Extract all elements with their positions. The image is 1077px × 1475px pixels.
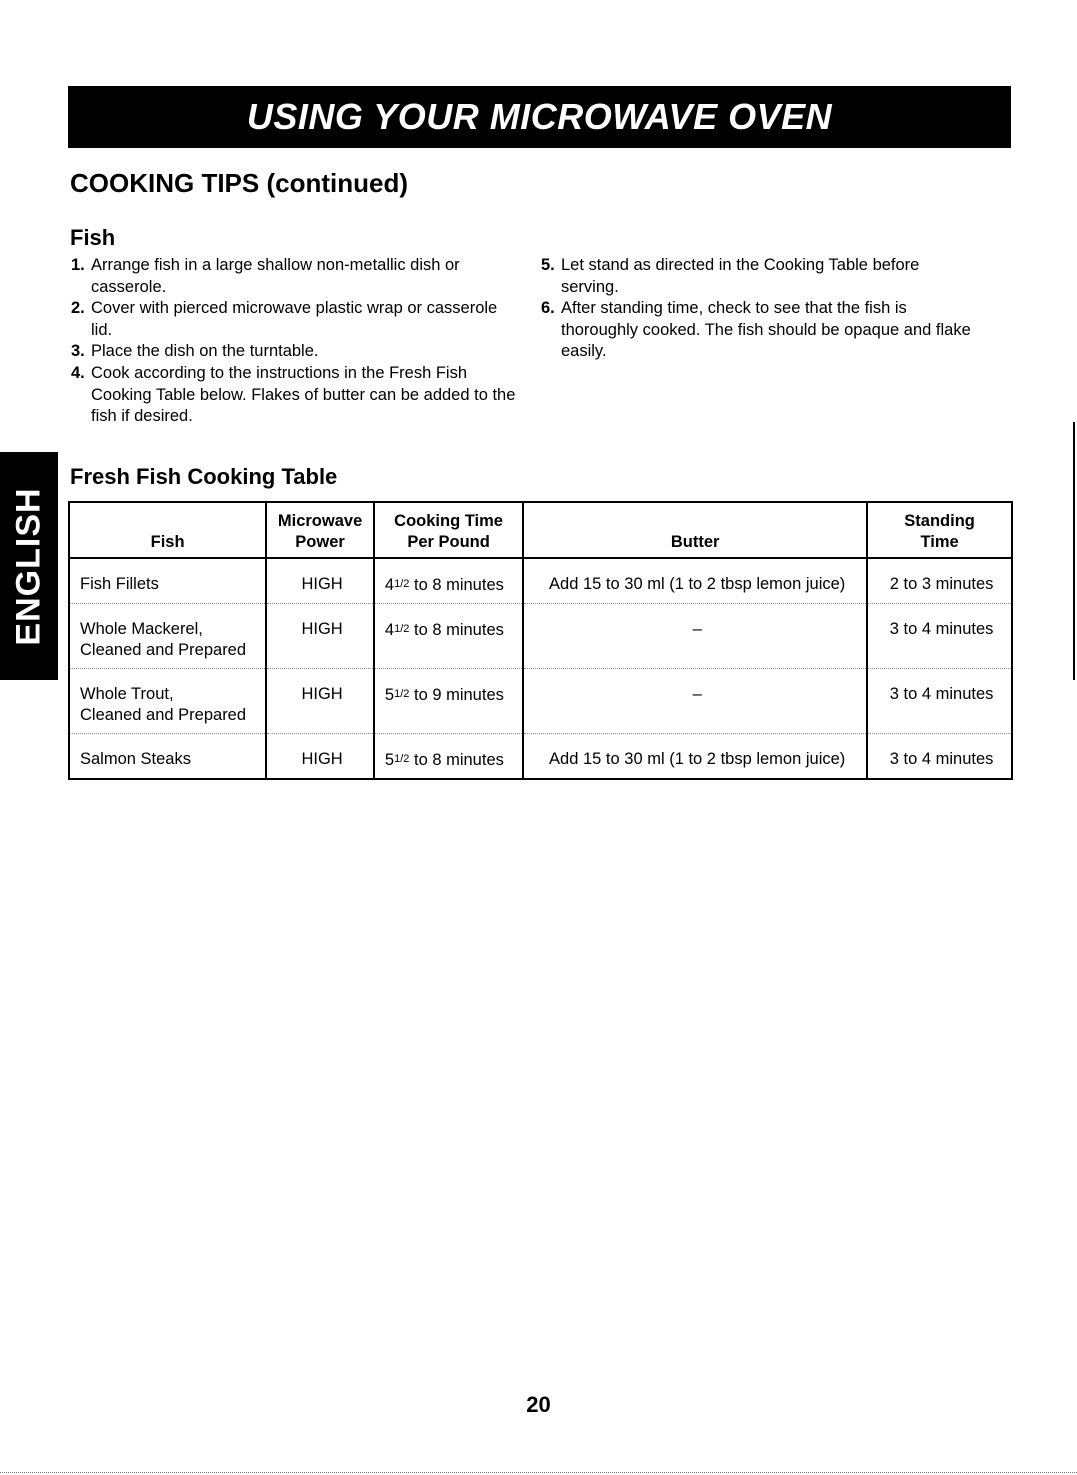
header-butter: Butter bbox=[523, 502, 867, 558]
step-number: 4. bbox=[71, 363, 85, 382]
step-item bbox=[71, 363, 521, 428]
cell-butter: – bbox=[523, 668, 867, 733]
cell-fish: Fish Fillets bbox=[69, 558, 266, 603]
cell-standing-time: 3 to 4 minutes bbox=[867, 733, 1012, 778]
step-text: Arrange fish in a large shallow non-metallic dish or casserole. bbox=[91, 256, 460, 296]
table-row bbox=[69, 668, 1012, 733]
step-text: Let stand as directed in the Cooking Table before serving. bbox=[561, 256, 920, 296]
step-text: After standing time, check to see that the fish is thoroughly cooked. The fish should be opaque and flake easily. bbox=[561, 299, 971, 361]
cell-standing-time: 3 to 4 minutes bbox=[867, 603, 1012, 668]
step-number: 1. bbox=[71, 256, 85, 274]
page-number: 20 bbox=[526, 1392, 551, 1417]
step-number: 6. bbox=[541, 299, 555, 318]
banner-title: USING YOUR MICROWAVE OVEN bbox=[246, 96, 833, 137]
fresh-fish-cooking-table bbox=[68, 501, 1013, 780]
table-row bbox=[69, 733, 1012, 778]
header-cooking-time: Cooking Time Per Pound bbox=[374, 502, 523, 558]
step-number: 5. bbox=[541, 256, 555, 274]
cell-fish: Salmon Steaks bbox=[69, 733, 266, 778]
step-number: 3. bbox=[71, 342, 85, 361]
cell-power: HIGH bbox=[266, 733, 374, 778]
header-banner bbox=[68, 86, 1011, 148]
step-item bbox=[541, 255, 981, 298]
margin-rule bbox=[1073, 422, 1075, 680]
cell-butter: – bbox=[523, 603, 867, 668]
table-row bbox=[69, 603, 1012, 668]
step-item bbox=[71, 255, 521, 298]
step-item bbox=[71, 298, 521, 341]
header-standing-time: Standing Time bbox=[867, 502, 1012, 558]
cell-cooking-time: 41/2 to 8 minutes bbox=[374, 603, 523, 668]
table-title: Fresh Fish Cooking Table bbox=[70, 464, 338, 489]
steps-list-right bbox=[541, 255, 981, 363]
cell-fish: Whole Trout, Cleaned and Prepared bbox=[69, 668, 266, 733]
table-header-row bbox=[69, 502, 1012, 558]
step-text: Cook according to the instructions in the Fresh Fish Cooking Table below. Flakes of butter can be added to the fish if desired. bbox=[91, 363, 516, 426]
cell-power: HIGH bbox=[266, 603, 374, 668]
cell-standing-time: 2 to 3 minutes bbox=[867, 558, 1012, 603]
cell-butter: Add 15 to 30 ml (1 to 2 tbsp lemon juice) bbox=[523, 558, 867, 603]
cell-cooking-time: 51/2 to 8 minutes bbox=[374, 733, 523, 778]
bottom-rule bbox=[0, 1472, 1077, 1473]
language-side-tab bbox=[0, 452, 58, 680]
step-item bbox=[71, 341, 521, 363]
cell-standing-time: 3 to 4 minutes bbox=[867, 668, 1012, 733]
side-tab-label: ENGLISH bbox=[9, 486, 48, 646]
steps-list-left bbox=[71, 255, 521, 428]
header-fish: Fish bbox=[69, 502, 266, 558]
table-row bbox=[69, 558, 1012, 603]
cell-cooking-time: 51/2 to 9 minutes bbox=[374, 668, 523, 733]
step-number: 2. bbox=[71, 299, 85, 318]
section-title: COOKING TIPS (continued) bbox=[70, 168, 408, 198]
cell-power: HIGH bbox=[266, 558, 374, 603]
cell-cooking-time: 41/2 to 8 minutes bbox=[374, 558, 523, 603]
cell-power: HIGH bbox=[266, 668, 374, 733]
fish-heading: Fish bbox=[70, 225, 116, 250]
cell-fish: Whole Mackerel, Cleaned and Prepared bbox=[69, 603, 266, 668]
step-item bbox=[541, 298, 981, 363]
step-text: Place the dish on the turntable. bbox=[91, 342, 319, 361]
cell-butter: Add 15 to 30 ml (1 to 2 tbsp lemon juice) bbox=[523, 733, 867, 778]
header-power: Microwave Power bbox=[266, 502, 374, 558]
step-text: Cover with pierced microwave plastic wrap or casserole lid. bbox=[91, 299, 498, 339]
